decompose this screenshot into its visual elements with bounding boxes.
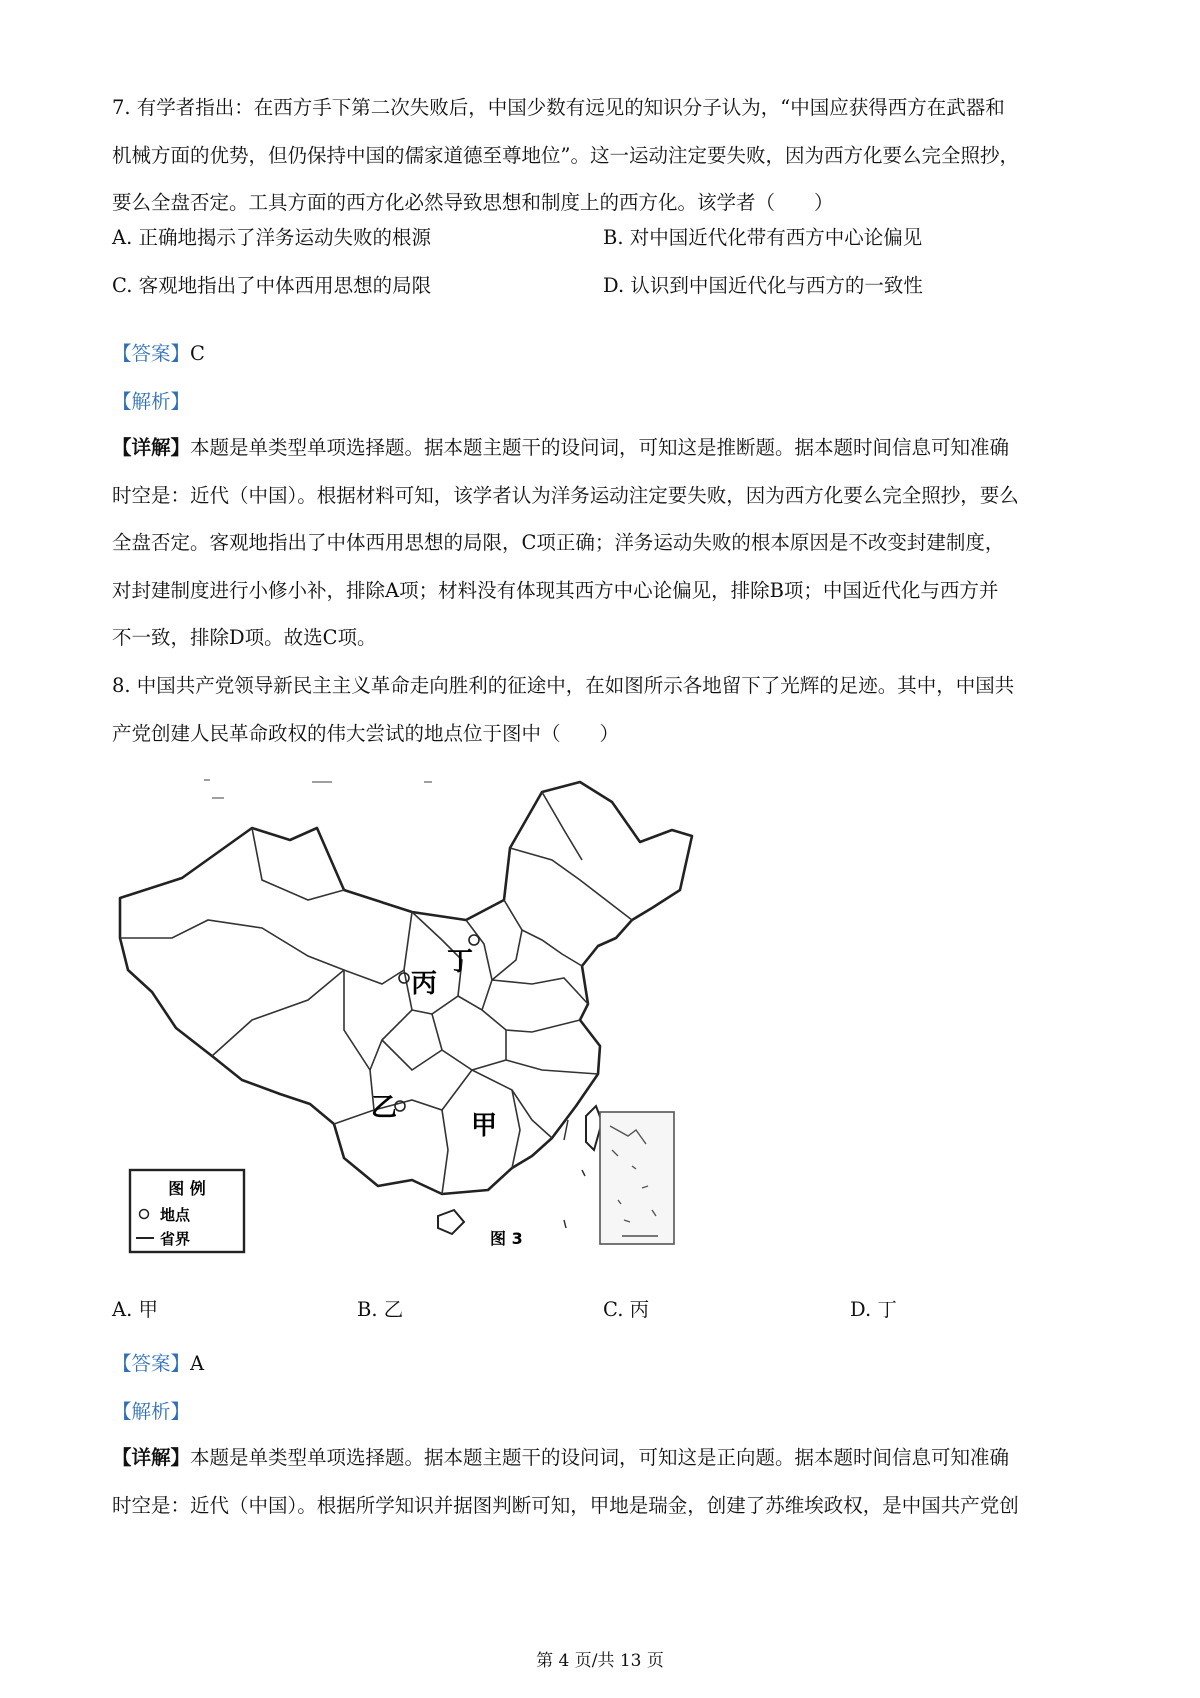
legend-title: 图 例 [168,1179,206,1198]
page-footer: 第 4 页/共 13 页 [536,1651,664,1671]
hainan-island [438,1210,464,1234]
q8-answer [112,1350,204,1378]
map-label-jia: 甲 [470,1111,498,1141]
legend-border-label: 省界 [160,1230,191,1248]
q8-option-c: C. 丙 [603,1298,650,1321]
answer-label: 【答案】 [112,342,191,365]
q7-stem [112,84,1102,227]
q7-detail-line [112,424,1102,472]
map-legend [130,1170,244,1252]
detail-text: 本题是单类型单项选择题。据本题主题干的设问词，可知这是推断题。据本题时间信息可知准确 [190,436,1010,459]
answer-value: C [190,342,205,365]
location-dot-icon [469,935,479,945]
figure-caption: 图 3 [490,1229,523,1248]
q7-detail-line: 时空是：近代（中国）。根据材料可知，该学者认为洋务运动注定要失败，因为西方化要么完全照抄，要么 [112,483,1019,507]
detail-label: 【详解】 [112,436,191,459]
q7-detail-line: 不一致，排除D项。故选C项。 [112,626,377,649]
location-dot-icon [399,973,409,983]
q7-detail-line: 全盘否定。客观地指出了中体西用思想的局限，C项正确；洋务运动失败的根本原因是不改变封建制度， [112,531,1005,554]
q7-detail [112,424,1102,662]
map-label-bing: 丙 [410,969,438,999]
q7-answer [112,340,205,368]
q8-stem-line: 8. 中国共产党领导新民主主义革命走向胜利的征途中，在如图所示各地留下了光辉的足迹。其中，中国共 [112,674,1015,697]
q7-stem-line: 要么全盘否定。工具方面的西方化必然导致思想和制度上的西方化。该学者（ ） [112,191,834,214]
q8-option-a: A. 甲 [112,1298,158,1321]
map-label-yi: 乙 [370,1093,398,1123]
q7-option-b: B. 对中国近代化带有西方中心论偏见 [603,226,923,249]
q8-analysis-label: 【解析】 [112,1400,191,1423]
islands-marks [564,1120,585,1228]
south-china-sea-inset [600,1112,674,1244]
detail-label: 【详解】 [112,1446,191,1469]
q8-option-d: D. 丁 [850,1298,897,1321]
legend-point-label: 地点 [160,1206,191,1224]
q8-detail-line: 时空是：近代（中国）。根据所学知识并据图判断可知，甲地是瑞金，创建了苏维埃政权，是中国共产党创 [112,1493,1019,1517]
q7-option-d: D. 认识到中国近代化与西方的一致性 [603,274,923,297]
q8-stem-line: 产党创建人民革命政权的伟大尝试的地点位于图中（ ） [112,721,620,745]
q7-stem-line: 7. 有学者指出：在西方手下第二次失败后，中国少数有远见的知识分子认为，“中国应获得西方在武器和 [112,96,1005,119]
detail-text: 本题是单类型单项选择题。据本题主题干的设问词，可知这是正向题。据本题时间信息可知准确 [190,1446,1010,1469]
q8-detail [112,1434,1102,1529]
answer-label: 【答案】 [112,1352,191,1375]
q8-detail-line [112,1434,1102,1482]
q8-option-b: B. 乙 [357,1298,404,1321]
answer-value: A [190,1352,205,1375]
china-map-figure [112,770,752,1280]
q8-stem [112,662,1102,757]
scan-marks [204,780,432,798]
q7-analysis-label: 【解析】 [112,390,191,413]
q7-detail-line: 对封建制度进行小修小补，排除A项；材料没有体现其西方中心论偏见，排除B项；中国近代化与西方并 [112,578,999,602]
q7-option-c: C. 客观地指出了中体西用思想的局限 [112,274,432,297]
q7-option-a: A. 正确地揭示了洋务运动失败的根源 [112,226,431,249]
q7-stem-line: 机械方面的优势，但仍保持中国的儒家道德至尊地位”。这一运动注定要失败，因为西方化要么完全照抄， [112,143,1019,167]
map-label-ding: 丁 [446,947,474,977]
